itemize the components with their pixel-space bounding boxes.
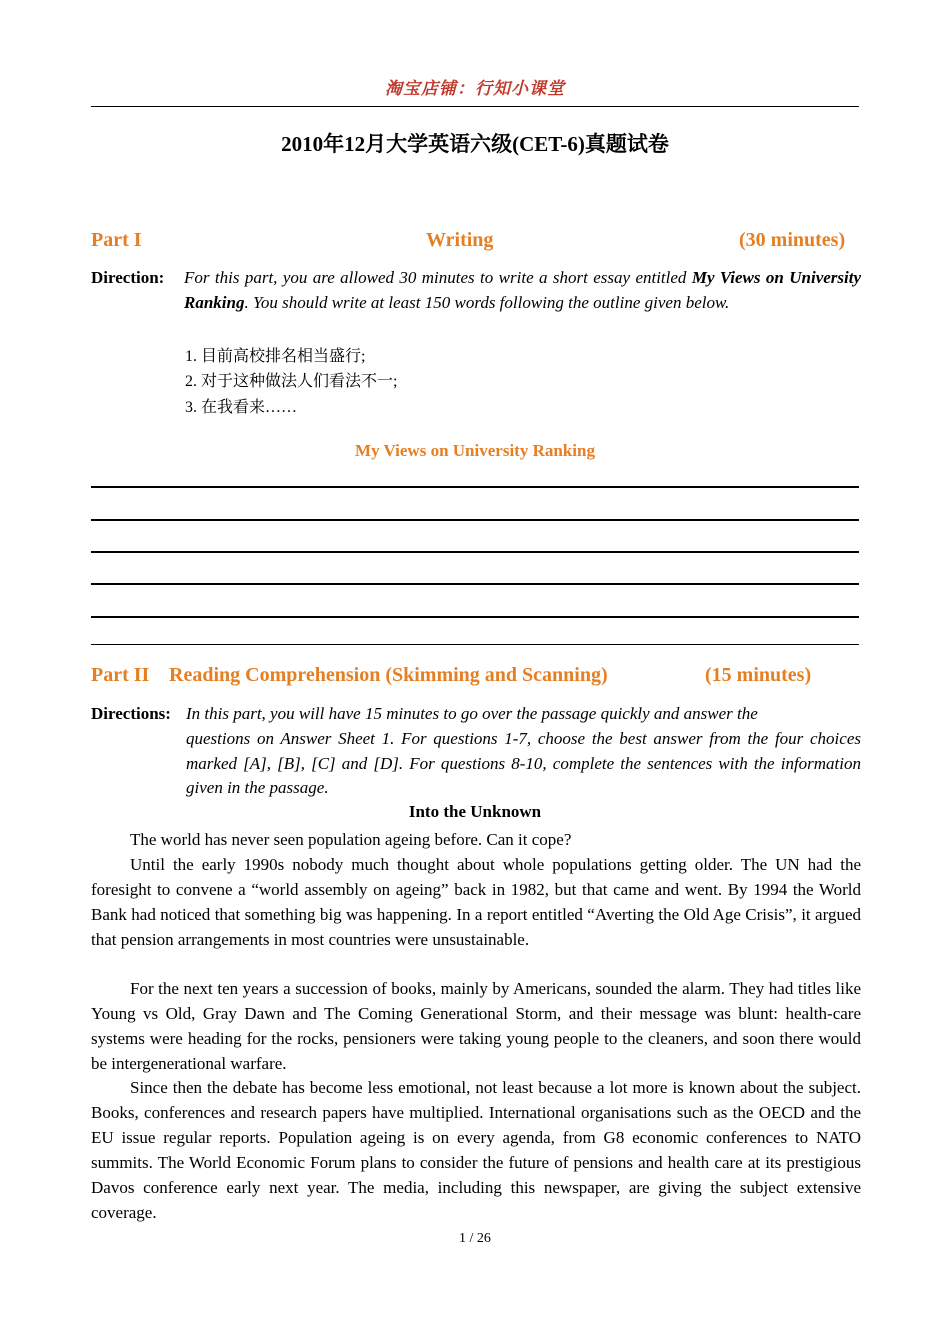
part2-section: Reading Comprehension (Skimming and Scanning) xyxy=(169,664,608,686)
writing-line xyxy=(91,519,859,521)
part1-direction-label: Direction: xyxy=(91,268,165,287)
outline-item-1: 1. 目前高校排名相当盛行; xyxy=(185,348,366,365)
part2-direction-line1: In this part, you will have 15 minutes to go over the passage quickly and answer the xyxy=(186,704,758,723)
header-rule xyxy=(91,106,859,107)
passage-paragraph: The world has never seen population ageing before. Can it cope? xyxy=(130,830,572,849)
writing-line xyxy=(91,486,859,488)
outline-item-3: 3. 在我看来…… xyxy=(185,399,298,416)
writing-line xyxy=(91,551,859,553)
part1-time: (30 minutes) xyxy=(739,229,846,251)
part1-label: Part I xyxy=(91,229,142,251)
part2-time: (15 minutes) xyxy=(705,664,812,686)
passage-paragraph: For the next ten years a succession of books, mainly by Americans, sounded the alarm. They had titles like Young vs Old, Gray Dawn and The Coming Generational Storm, and their message was blunt: health-care systems were heading for the rocks, pensioners were taking young people to the cleaners, and soon there would be intergenerational warfare. xyxy=(91,979,861,1073)
passage-title: Into the Unknown xyxy=(408,802,542,821)
shop-header: 淘宝店铺：行知小课堂 xyxy=(385,79,565,99)
essay-title: My Views on University Ranking xyxy=(355,441,595,460)
passage-paragraph: Until the early 1990s nobody much thought about whole populations getting older. The UN had the foresight to convene a “world assembly on ageing” back in 1982, but that came and went. By 1994 the World Bank had noticed that something big was happening. In a report entitled “Averting the Old Age Crisis”, it argued that pension arrangements in most countries were unsustainable. xyxy=(91,855,861,949)
page-title: 2010年12月大学英语六级(CET-6)真题试卷 xyxy=(281,132,669,156)
part1-direction-text: For this part, you are allowed 30 minutes to write a short essay entitled My Views on University Ranking. You should write at least 150 words following the outline given below. xyxy=(184,268,862,312)
page-number: 1 / 26 xyxy=(459,1231,491,1246)
passage-paragraph: Since then the debate has become less emotional, not least because a lot more is known about the subject. Books, conferences and research papers have multiplied. International organisations such as the OECD and the EU issue regular reports. Population ageing is on every agenda, from G8 economic conferences to NATO summits. The World Economic Forum plans to consider the future of pensions and health care at its prestigious Davos conference early next year. The media, including this newspaper, are giving the subject extensive coverage. xyxy=(91,1078,861,1222)
outline-item-2: 2. 对于这种做法人们看法不一; xyxy=(185,373,398,390)
part1-section: Writing xyxy=(426,229,494,251)
writing-line xyxy=(91,616,859,618)
section-divider xyxy=(91,644,859,645)
part2-direction-label: Directions: xyxy=(91,704,171,723)
writing-line xyxy=(91,583,859,585)
part2-direction-text: questions on Answer Sheet 1. For questions 1-7, choose the best answer from the four choices marked [A], [B], [C] and [D]. For questions 8-10, complete the sentences with the information given in the passage. xyxy=(186,729,861,798)
part2-label: Part II xyxy=(91,664,150,686)
essay-title-inline: My Views on University Ranking xyxy=(184,268,862,312)
